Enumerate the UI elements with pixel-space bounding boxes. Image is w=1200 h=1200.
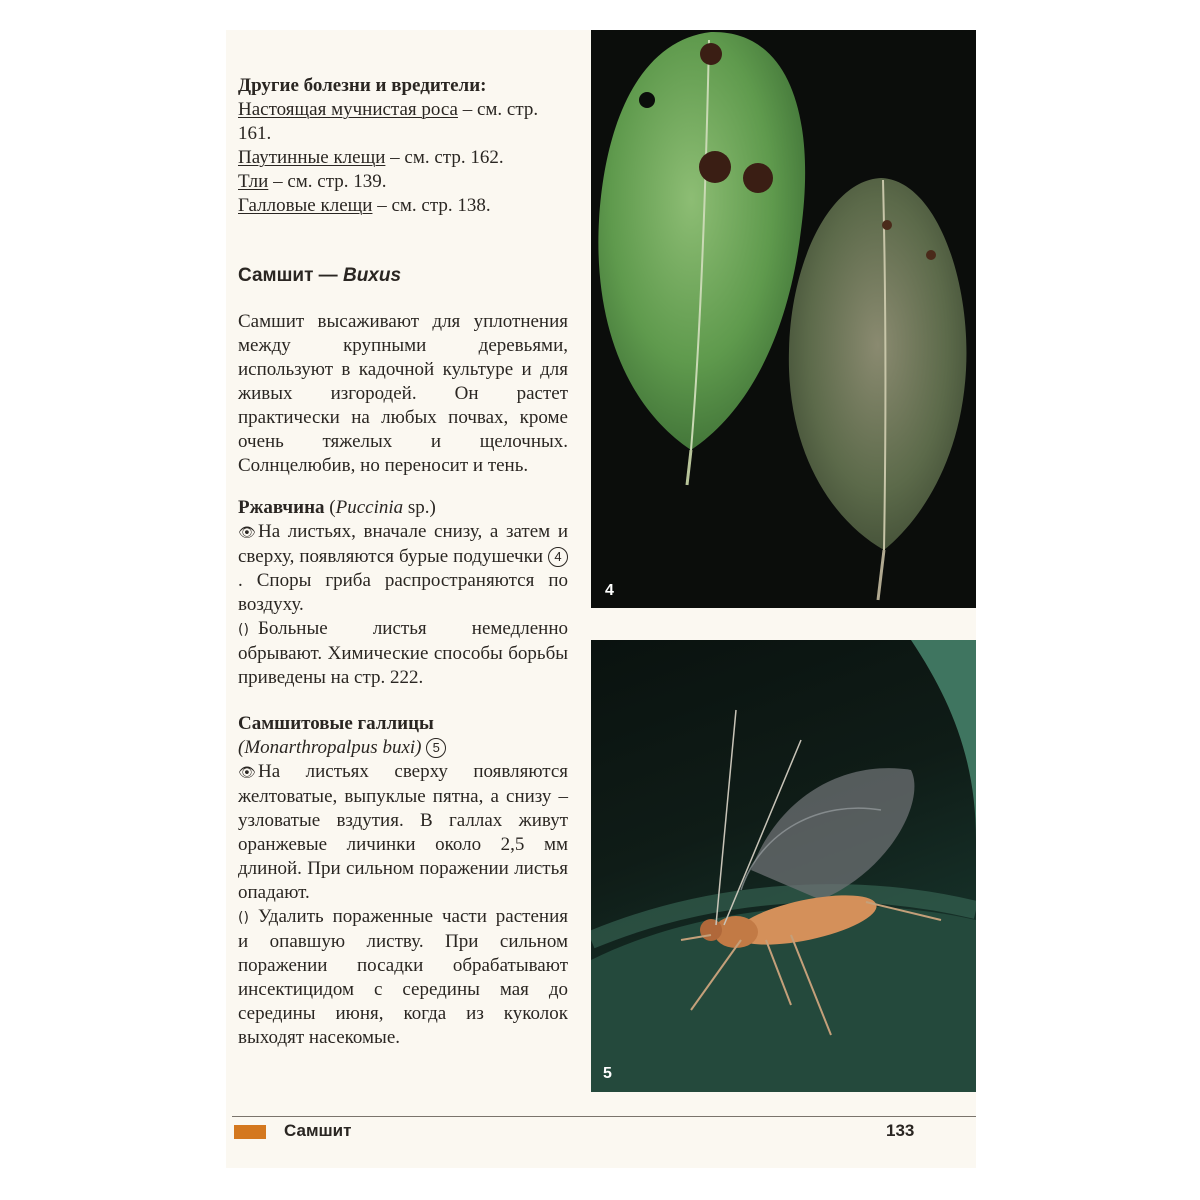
eye-icon: 👁 (238, 525, 256, 541)
other-item-1: Настоящая мучнистая роса – см. стр. 161. (238, 99, 539, 144)
photo-number-4: 4 (605, 582, 614, 599)
buxus-intro: Самшит высаживают для уплотнения между крупными деревьями, используют в кадочной культуре и для живых изгородей. Он растет практически на любых почвах, кроме очень тяжелых и щелочных. Солнцелюбив, но переносит и тень. (238, 311, 568, 476)
rust-control: () Больные листья немедленно обрывают. Химические способы борьбы приведены на стр. 222. (238, 618, 568, 688)
buxus-title: Самшит — Buxus (238, 265, 402, 286)
other-item-link[interactable]: Тли (238, 171, 269, 192)
footer-accent-bar (234, 1125, 266, 1139)
rust-leaves-illustration (591, 30, 976, 608)
gallmidge-symptom: 👁 На листьях сверху появляются желтоватые, выпуклые пятна, а снизу – узловатые вздутия. В галлах живут оранжевые личинки около 2,5 мм длиной. При сильном поражении листья опадают. (238, 761, 568, 903)
footer-divider (232, 1116, 976, 1117)
gallmidge-heading: Самшитовые галлицы (238, 713, 434, 734)
other-item-2: Паутинные клещи – см. стр. 162. (238, 147, 504, 168)
rust-symptom: 👁 На листьях, вначале снизу, а затем и сверху, появляются бурые подушечки 4. Споры гриба распространяются по воздуху. (238, 521, 568, 615)
other-item-link[interactable]: Паутинные клещи (238, 147, 386, 168)
other-diseases-heading: Другие болезни и вредители: (238, 75, 487, 96)
gallmidge-control: () Удалить пораженные части растения и опавшую листву. При сильном поражении посадки обрабатывают инсектицидом с середины мая до середины июня, когда из куколок выходят насекомые. (238, 906, 568, 1048)
footer-section-title: Самшит (284, 1121, 352, 1140)
photo-gall-midge (591, 640, 976, 1092)
photo-number-5: 5 (603, 1065, 612, 1082)
eye-icon: 👁 (238, 765, 256, 781)
other-item-4: Галловые клещи – см. стр. 138. (238, 195, 491, 216)
other-item-link[interactable]: Галловые клещи (238, 195, 373, 216)
figure-ref-4: 4 (548, 547, 568, 567)
gallmidge-latin: (Monarthropalpus buxi) 5 (238, 736, 568, 760)
photo-rust-leaves (591, 30, 976, 608)
other-item-3: Тли – см. стр. 139. (238, 171, 387, 192)
text-column (238, 74, 568, 1050)
page-number: 133 (886, 1121, 915, 1140)
figure-ref-5: 5 (426, 738, 446, 758)
treatment-icon: () (238, 910, 249, 926)
treatment-icon: () (238, 622, 249, 638)
other-item-link[interactable]: Настоящая мучнистая роса (238, 99, 458, 120)
rust-heading: Ржавчина (Puccinia sp.) (238, 497, 436, 518)
gall-midge-illustration (591, 640, 976, 1092)
